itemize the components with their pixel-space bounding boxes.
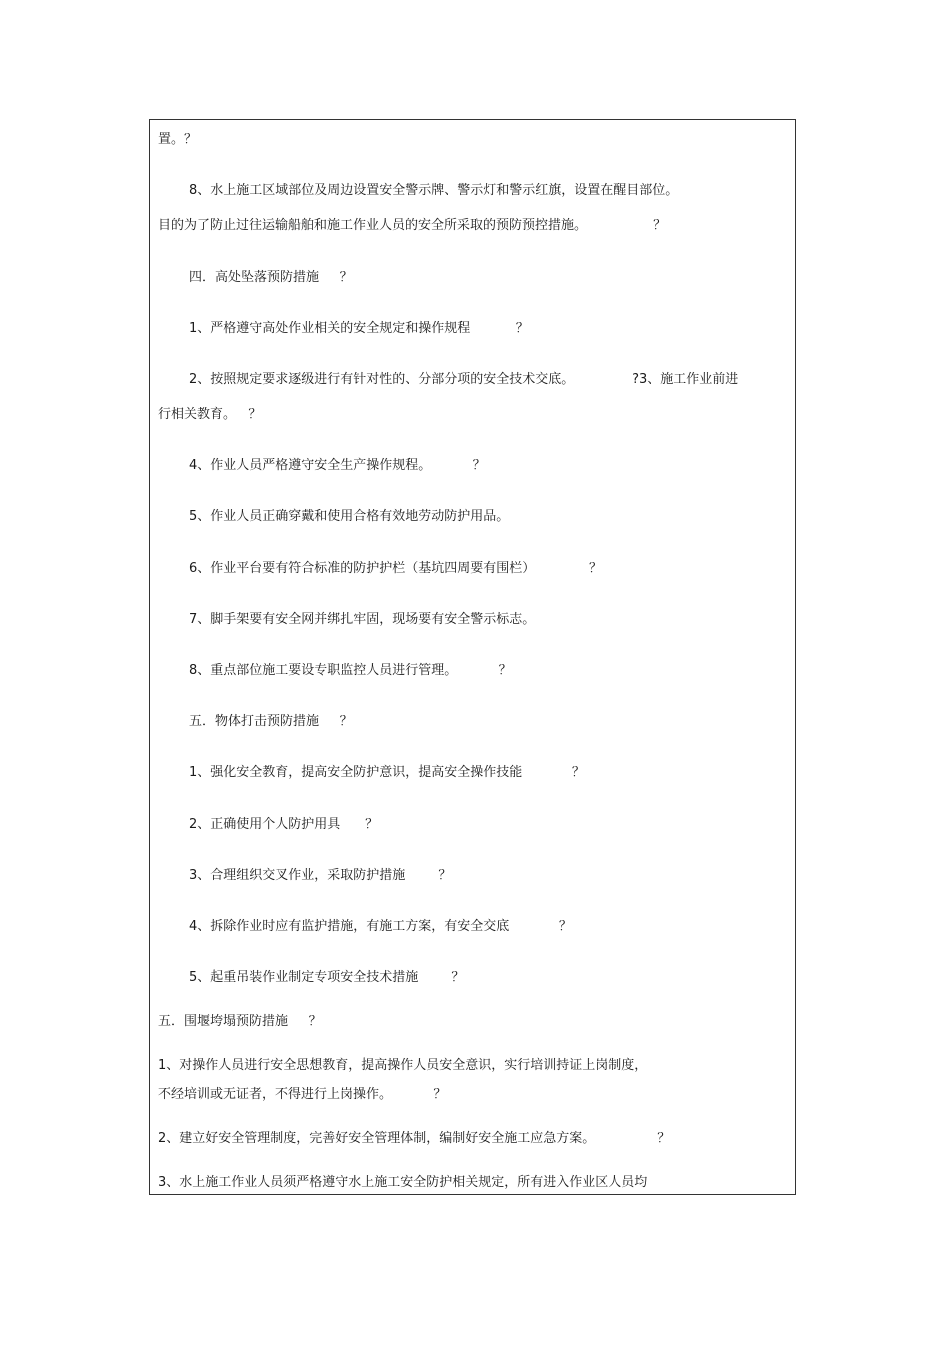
- text-line: 4、拆除作业时应有监护措施，有施工方案，有安全交底 ？: [189, 919, 572, 934]
- text-line: 行相关教育。 ？: [158, 407, 262, 422]
- section-heading: 五．物体打击预防措施 ？: [189, 714, 353, 729]
- section-heading: 五．围堰垮塌预防措施 ？: [158, 1014, 322, 1029]
- text-line: 1、对操作人员进行安全思想教育，提高操作人员安全意识，实行培训持证上岗制度，: [158, 1058, 648, 1073]
- text-line: 2、正确使用个人防护用具 ？: [189, 817, 379, 832]
- text-line: 3、合理组织交叉作业，采取防护措施 ？: [189, 868, 452, 883]
- text-line: 置。？: [158, 132, 198, 147]
- text-line: 5、作业人员正确穿戴和使用合格有效地劳动防护用品。: [189, 509, 510, 524]
- text-line: 不经培训或无证者，不得进行上岗操作。 ？: [158, 1087, 447, 1102]
- document-frame: [149, 119, 796, 1195]
- text-line: 目的为了防止过往运输船舶和施工作业人员的安全所采取的预防预控措施。 ？: [158, 218, 667, 233]
- section-heading: 四．高处坠落预防措施 ？: [189, 270, 353, 285]
- text-line: 5、起重吊装作业制定专项安全技术措施 ？: [189, 970, 465, 985]
- text-line: 7、脚手架要有安全网并绑扎牢固，现场要有安全警示标志。: [189, 612, 536, 627]
- text-line: 2、按照规定要求逐级进行有针对性的、分部分项的安全技术交底。 ?3、施工作业前进: [189, 372, 739, 387]
- text-line: 8、水上施工区域部位及周边设置安全警示牌、警示灯和警示红旗，设置在醒目部位。: [189, 183, 679, 198]
- text-line: 3、水上施工作业人员须严格遵守水上施工安全防护相关规定，所有进入作业区人员均: [158, 1175, 648, 1190]
- text-line: 2、建立好安全管理制度，完善好安全管理体制，编制好安全施工应急方案。 ？: [158, 1131, 671, 1146]
- text-line: 6、作业平台要有符合标准的防护护栏（基坑四周要有围栏） ？: [189, 561, 602, 576]
- text-line: 4、作业人员严格遵守安全生产操作规程。 ？: [189, 458, 486, 473]
- text-line: 1、强化安全教育，提高安全防护意识，提高安全操作技能 ？: [189, 765, 585, 780]
- text-line: 1、严格遵守高处作业相关的安全规定和操作规程 ？: [189, 321, 529, 336]
- text-line: 8、重点部位施工要设专职监控人员进行管理。 ？: [189, 663, 512, 678]
